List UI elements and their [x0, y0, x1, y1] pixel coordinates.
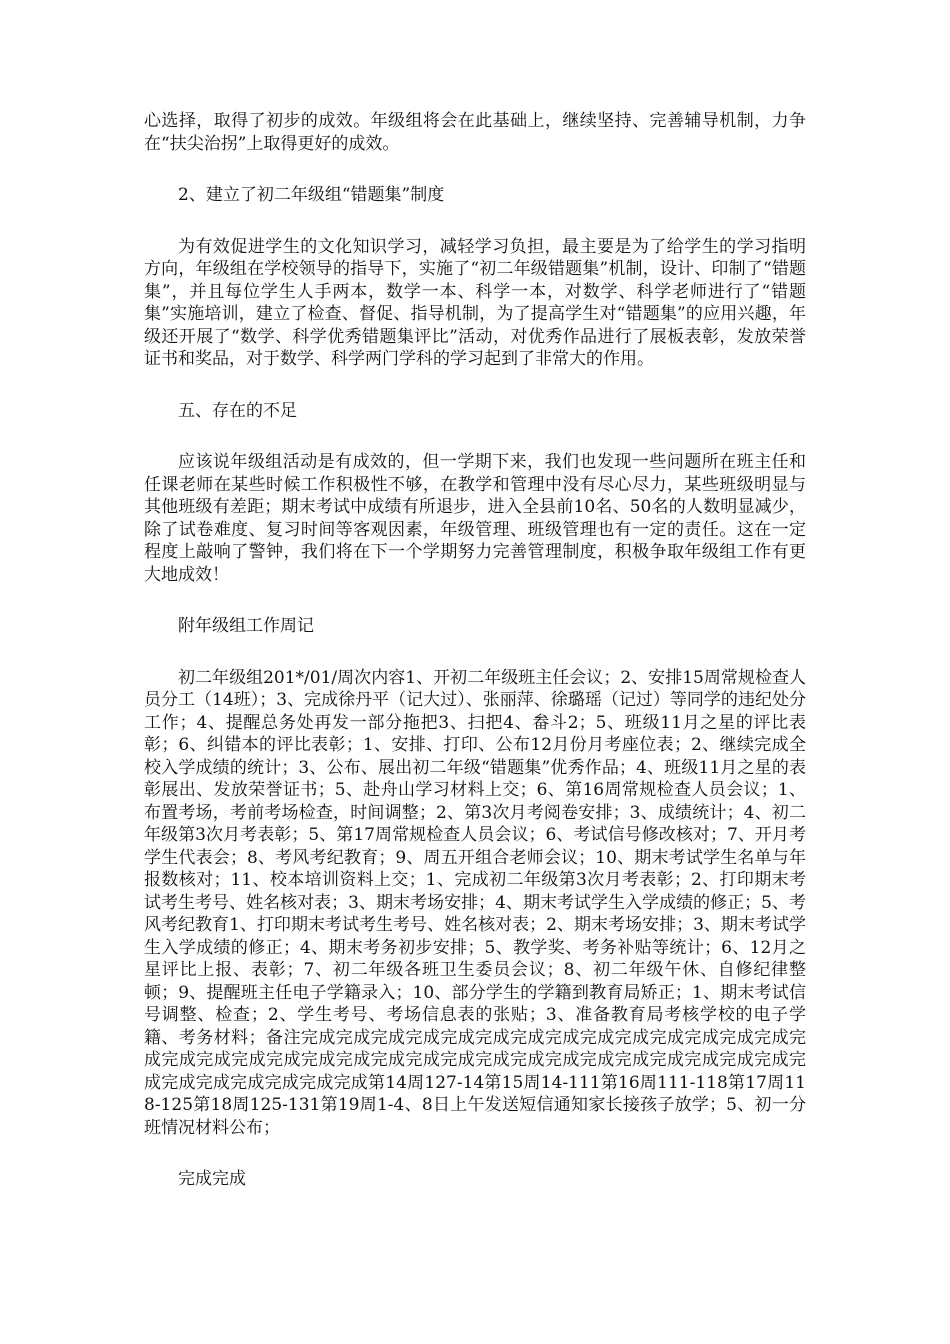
paragraph-weekly-log: 初二年级组201*/01/周次内容1、开初二年级班主任会议；2、安排15周常规检查人员分工（14班）；3、完成徐丹平（记大过）、张丽萍、徐璐瑶（记过）等同学的违纪处分工作；4、提醒总务处再发一部分拖把3、扫把4、畚斗2；5、班级11月之星的评比表彰；6、纠错本的评比表彰；1、安排、打印、公布12月份月考座位表；2、继续完成全校入学成绩的统计；3、公布、展出初二年级“错题集”优秀作品；4、班级11月之星的表彰展出、发放荣誉证书；5、赴舟山学习材料上交；6、第16周常规检查人员会议；1、布置考场，考前考场检查，时间调整；2、第3次月考阅卷安排；3、成绩统计；4、初二年级第3次月考表彰；5、第17周常规检查人员会议；6、考试信号修改核对；7、开月考学生代表会；8、考风考纪教育；9、周五开组合老师会议；10、期末考试学生名单与年报数核对；11、校本培训资料上交；1、完成初二年级第3次月考表彰；2、打印期末考试考生考号、姓名核对表；3、期末考场安排；4、期末考试学生入学成绩的修正；5、考风考纪教育1、打印期末考试考生考号、姓名核对表；2、期末考场安排；3、期末考试学生入学成绩的修正；4、期末考务初步安排；5、教学奖、考务补贴等统计；6、12月之星评比上报、表彰；7、初二年级各班卫生委员会议；8、初二年级午休、自修纪律整顿；9、提醒班主任电子学籍录入；10、部分学生的学籍到教育局矫正；1、期末考试信号调整、检查；2、学生考号、考场信息表的张贴；3、准备教育局考核学校的电子学籍、考务材料；备注完成完成完成完成完成完成完成完成完成完成完成完成完成完成完成完成完成完成完成完成完成完成完成完成完成完成完成完成完成完成完成完成完成完成完成完成完成完成完成完成第14周127-14第15周14-111第16周111-118第17周118-125第18周125-131第19周1-4、8日上午发送短信通知家长接孩子放学；5、初一分班情况材料公布；	[144, 667, 806, 1138]
paragraph-error-collection: 为有效促进学生的文化知识学习，减轻学习负担，最主要是为了给学生的学习指明方向，年级组在学校领导的指导下，实施了“初二年级错题集”机制，设计、印制了“错题集”，并且每位学生人手两本，数学一本、科学一本，对数学、科学老师进行了“错题集”实施培训，建立了检查、督促、指导机制，为了提高学生对“错题集”的应用兴趣，年级还开展了“数学、科学优秀错题集评比”活动，对优秀作品进行了展板表彰，发放荣誉证书和奖品，对于数学、科学两门学科的学习起到了非常大的作用。	[144, 236, 806, 369]
section-heading-error-collection: 2、建立了初二年级组“错题集”制度	[178, 185, 445, 205]
section-heading-shortcomings: 五、存在的不足	[178, 400, 297, 421]
paragraph-final: 完成完成	[178, 1169, 246, 1189]
paragraph-shortcomings: 应该说年级组活动是有成效的，但一学期下来，我们也发现一些问题所在班主任和任课老师在某些时候工作积极性不够，在教学和管理中没有尽心尽力，某些班级明显与其他班级有差距；期末考试中成绩有所退步，进入全县前10名、50名的人数明显减少，除了试卷难度、复习时间等客观因素，年级管理、班级管理也有一定的责任。这在一定程度上敲响了警钟，我们将在下一个学期努力完善管理制度，积极争取年级组工作有更大地成效！	[144, 452, 806, 585]
paragraph-continuation: 心选择，取得了初步的成效。年级组将会在此基础上，继续坚持、完善辅导机制，力争在“扶尖治拐”上取得更好的成效。	[144, 111, 806, 154]
document-page	[144, 110, 806, 1220]
section-heading-weekly-log: 附年级组工作周记	[178, 616, 314, 636]
